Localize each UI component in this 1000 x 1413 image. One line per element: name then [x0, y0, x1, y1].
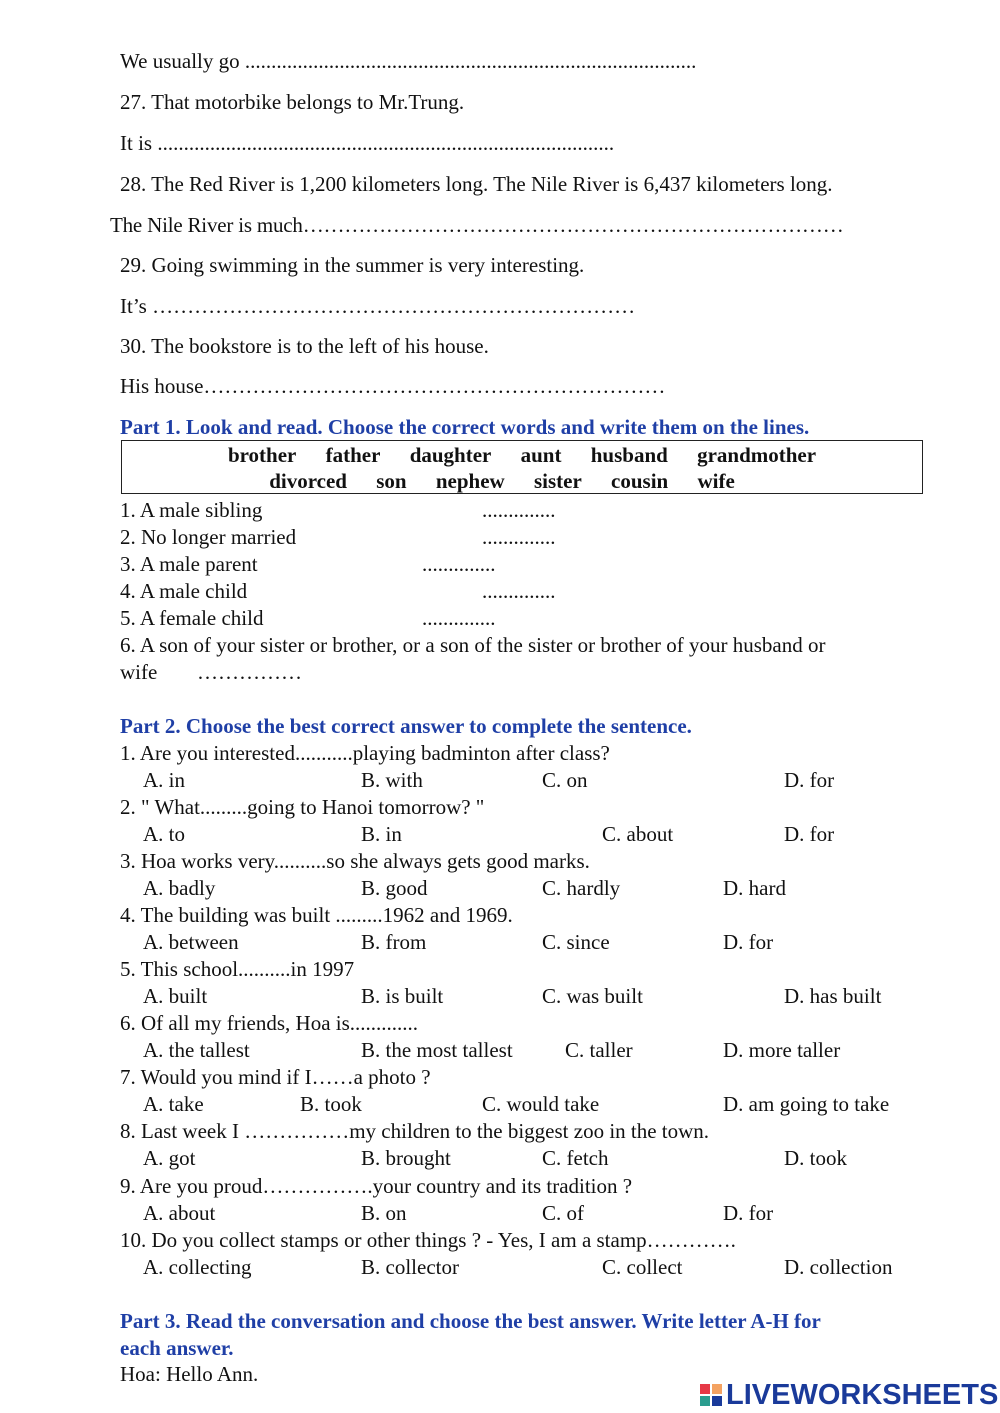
answer-option[interactable]: D. more taller: [723, 1038, 841, 1062]
answer-option[interactable]: A. the tallest: [143, 1038, 250, 1062]
bank-word: sister: [533, 469, 582, 493]
logo-square: [700, 1396, 710, 1406]
dialogue-line: Hoa: Hello Ann.: [120, 1362, 259, 1386]
logo-square: [712, 1384, 722, 1394]
answer-option[interactable]: D. took: [784, 1146, 847, 1170]
answer-option[interactable]: D. has built: [784, 984, 882, 1008]
question-text: 8. Last week I ……………my children to the biggest zoo in the town.: [120, 1119, 710, 1143]
bank-word: son: [376, 469, 407, 493]
answer-option[interactable]: B. good: [361, 876, 428, 900]
answer-option[interactable]: B. is built: [361, 984, 444, 1008]
answer-option[interactable]: C. of: [542, 1201, 584, 1225]
part1-item: 5. A female child: [120, 606, 264, 630]
answer-option[interactable]: D. collection: [784, 1255, 893, 1279]
part2-heading: Part 2. Choose the best correct answer to complete the sentence.: [120, 714, 692, 738]
word-bank: [121, 440, 923, 494]
answer-option[interactable]: D. for: [723, 1201, 774, 1225]
part1-item: 2. No longer married: [120, 525, 297, 549]
answer-option[interactable]: A. to: [143, 822, 185, 846]
question-text: 3. Hoa works very..........so she always gets good marks.: [120, 849, 590, 873]
answer-option[interactable]: B. in: [361, 822, 402, 846]
answer-option[interactable]: B. took: [300, 1092, 362, 1116]
rewrite-line: His house…………………………………………………………: [120, 374, 666, 398]
answer-option[interactable]: A. between: [143, 930, 239, 954]
answer-option[interactable]: C. was built: [542, 984, 643, 1008]
liveworksheets-logo-icon: [700, 1384, 722, 1406]
answer-option[interactable]: C. about: [602, 822, 674, 846]
bank-word: husband: [590, 443, 668, 467]
answer-option[interactable]: B. from: [361, 930, 427, 954]
answer-option[interactable]: B. on: [361, 1201, 407, 1225]
answer-option[interactable]: B. the most tallest: [361, 1038, 513, 1062]
part1-item: 4. A male child: [120, 579, 248, 603]
answer-option[interactable]: D. hard: [723, 876, 786, 900]
answer-option[interactable]: C. since: [542, 930, 610, 954]
answer-option[interactable]: C. taller: [565, 1038, 633, 1062]
bank-word: aunt: [520, 443, 562, 467]
answer-option[interactable]: C. hardly: [542, 876, 621, 900]
bank-word: grandmother: [697, 443, 817, 467]
answer-option[interactable]: D. for: [784, 768, 835, 792]
part1-item: wife: [120, 660, 158, 684]
question-text: 5. This school..........in 1997: [120, 957, 355, 981]
answer-option[interactable]: B. with: [361, 768, 423, 792]
bank-word: nephew: [435, 469, 505, 493]
word-bank-row: [82, 468, 922, 494]
answer-option[interactable]: A. badly: [143, 876, 216, 900]
answer-option[interactable]: D. for: [784, 822, 835, 846]
bank-word: brother: [227, 443, 297, 467]
part1-heading: Part 1. Look and read. Choose the correct words and write them on the lines.: [120, 415, 810, 439]
bank-word: divorced: [269, 469, 347, 493]
answer-option[interactable]: D. am going to take: [723, 1092, 890, 1116]
answer-blank[interactable]: ..............: [422, 552, 496, 576]
answer-blank[interactable]: ……………: [197, 660, 302, 684]
part3-heading-cont: each answer.: [120, 1336, 234, 1360]
question-text: 4. The building was built .........1962 and 1969.: [120, 903, 513, 927]
bank-word: wife: [697, 469, 735, 493]
part3-heading: [120, 1308, 928, 1334]
rewrite-line: It’s ……………………………………………………………: [120, 294, 636, 318]
answer-option[interactable]: C. would take: [482, 1092, 600, 1116]
rewrite-line: We usually go ......................................................................................: [120, 49, 697, 73]
bank-word: daughter: [409, 443, 492, 467]
question-text: 7. Would you mind if I……a photo ?: [120, 1065, 431, 1089]
bank-word: father: [325, 443, 381, 467]
part1-item: 6. A son of your sister or brother, or a son of the sister or brother of your husband or: [120, 633, 826, 657]
rewrite-question: 27. That motorbike belongs to Mr.Trung.: [120, 90, 465, 114]
answer-option[interactable]: D. for: [723, 930, 774, 954]
logo-square: [712, 1396, 722, 1406]
rewrite-line: The Nile River is much……………………………………………………………………: [110, 213, 844, 237]
question-text: 9. Are you proud…………….your country and its tradition ?: [120, 1174, 633, 1198]
answer-blank[interactable]: ..............: [422, 606, 496, 630]
brand-name: LIVEWORKSHEETS: [726, 1378, 999, 1411]
answer-option[interactable]: A. in: [143, 768, 185, 792]
answer-option[interactable]: A. collecting: [143, 1255, 252, 1279]
rewrite-question: 30. The bookstore is to the left of his house.: [120, 334, 489, 358]
answer-option[interactable]: A. take: [143, 1092, 204, 1116]
part1-item: 1. A male sibling: [120, 498, 263, 522]
bank-word: cousin: [611, 469, 669, 493]
answer-option[interactable]: C. on: [542, 768, 588, 792]
word-bank-row: [122, 442, 922, 468]
question-text: 1. Are you interested...........playing badminton after class?: [120, 741, 610, 765]
question-text: 6. Of all my friends, Hoa is.............: [120, 1011, 419, 1035]
logo-square: [700, 1384, 710, 1394]
answer-blank[interactable]: ..............: [482, 525, 556, 549]
answer-blank[interactable]: ..............: [482, 498, 556, 522]
rewrite-line: It is .......................................................................................: [120, 131, 615, 155]
question-text: 2. " What.........going to Hanoi tomorrow? ": [120, 795, 485, 819]
liveworksheets-logo[interactable]: [700, 1378, 998, 1412]
rewrite-question: 29. Going swimming in the summer is very interesting.: [120, 253, 585, 277]
answer-blank[interactable]: ..............: [482, 579, 556, 603]
answer-option[interactable]: C. collect: [602, 1255, 683, 1279]
part3-heading-text: Part 3. Read the conversation and choose the best answer. Write letter A-H for: [120, 1309, 821, 1333]
question-text: 10. Do you collect stamps or other things ? - Yes, I am a stamp………….: [120, 1228, 736, 1252]
answer-option[interactable]: A. built: [143, 984, 208, 1008]
part1-item: 3. A male parent: [120, 552, 258, 576]
answer-option[interactable]: B. collector: [361, 1255, 459, 1279]
answer-option[interactable]: B. brought: [361, 1146, 451, 1170]
rewrite-question: 28. The Red River is 1,200 kilometers long. The Nile River is 6,437 kilometers long.: [120, 172, 833, 196]
answer-option[interactable]: A. about: [143, 1201, 216, 1225]
answer-option[interactable]: A. got: [143, 1146, 196, 1170]
answer-option[interactable]: C. fetch: [542, 1146, 609, 1170]
